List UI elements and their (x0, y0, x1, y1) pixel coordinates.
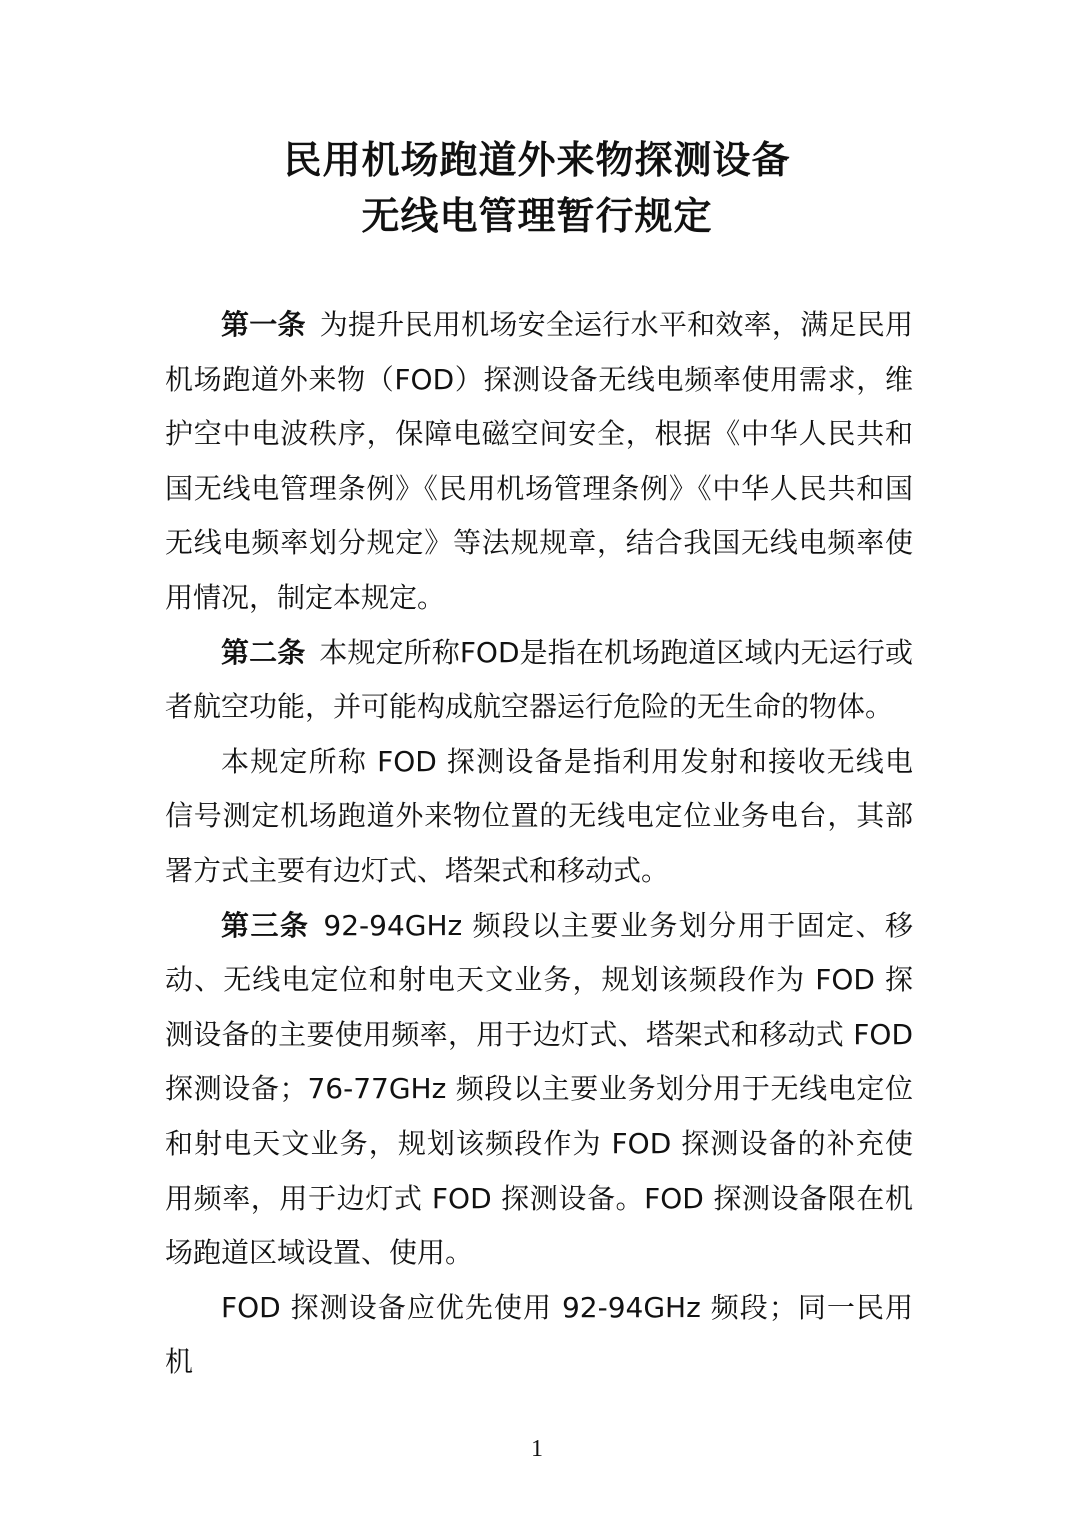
paragraph-article-1 (165, 298, 913, 626)
article-heading-3: 第三条 (221, 908, 310, 942)
article-heading-2: 第二条 (221, 635, 306, 669)
paragraph-frequency-priority (165, 1281, 913, 1390)
document-body (165, 298, 913, 1390)
paragraph-article-2 (165, 626, 913, 735)
paragraph-text-2: 本规定所称FOD是指在机场跑道区域内无运行或者航空功能，并可能构成航空器运行危险的无生命的物体。 (165, 635, 913, 724)
document-title-line-2: 无线电管理暂行规定 (361, 193, 713, 238)
paragraph-article-3 (165, 899, 913, 1281)
article-heading-1: 第一条 (221, 308, 306, 341)
paragraph-text-1: 为提升民用机场安全运行水平和效率，满足民用机场跑道外来物（FOD）探测设备无线电频率使用需求，维护空中电波秩序，保障电磁空间安全，根据《中华人民共和国无线电管理条例》《民用机场管理条例》《中华人民共和国无线电频率划分规定》等法规规章，结合我国无线电频率使用情况，制定本规定。 (165, 308, 913, 614)
paragraph-text-3: 本规定所称 FOD 探测设备是指利用发射和接收无线电信号测定机场跑道外来物位置的无线电定位业务电台，其部署方式主要有边灯式、塔架式和移动式。 (165, 744, 913, 887)
paragraph-text-5: FOD 探测设备应优先使用 92-94GHz 频段；同一民用机 (165, 1290, 913, 1379)
paragraph-text-4: 92-94GHz 频段以主要业务划分用于固定、移动、无线电定位和射电天文业务，规划该频段作为 FOD 探测设备的主要使用频率，用于边灯式、塔架式和移动式 FOD 探测设备；76-77GHz 频段以主要业务划分用于无线电定位和射电天文业务，规划该频段作为 FOD 探测设备的补充使用频率，用于边灯式 FOD 探测设备。FOD 探测设备限在机场跑道区域设置、使用。 (165, 908, 913, 1270)
paragraph-fod-equipment-definition (165, 735, 913, 899)
page-number: 1 (531, 1436, 543, 1462)
document-title-line-1: 民用机场跑道外来物探测设备 (283, 137, 791, 182)
